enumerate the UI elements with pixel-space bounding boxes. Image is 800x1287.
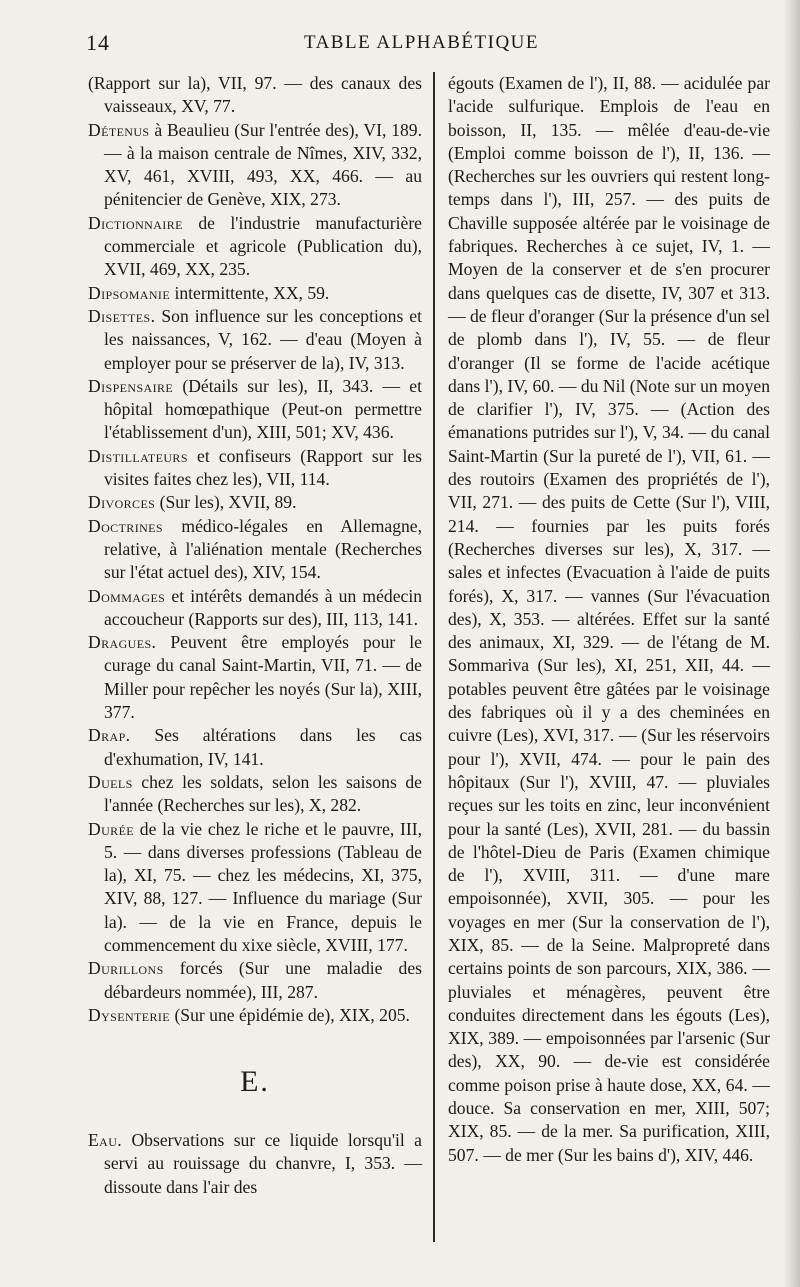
entry-headword: Dommages <box>88 585 166 606</box>
entry-headword: Dysenterie <box>88 1004 171 1025</box>
entry-text: (Sur les), XVII, 89. <box>155 492 297 513</box>
entry-headword: Durillons <box>88 958 164 979</box>
entry-headword: Dipsomanie <box>88 282 171 303</box>
entry-text: à Beaulieu (Sur l'entrée des), VI, 189. — à la maison centrale de Nîmes, XIV, 332, XV, 461, XVIII, 493, XX, 466. — au pénitencier de Genève, XIX, 273. <box>104 119 422 210</box>
index-entry <box>88 724 422 771</box>
entry-text: (Rapport sur la), VII, 97. — des canaux des vaisseaux, XV, 77. <box>88 73 422 117</box>
entry-text: médico-légales en Allemagne, relative, à l'aliénation mentale (Recherches sur l'état actuel des), XIV, 154. <box>104 515 422 583</box>
index-entry <box>88 282 422 305</box>
column-divider <box>433 72 435 1242</box>
entry-headword: Dispensaire <box>88 375 174 396</box>
entry-headword: Durée <box>88 818 135 839</box>
index-entry <box>88 957 422 1004</box>
index-entry <box>88 631 422 724</box>
entry-headword: Doctrines <box>88 515 163 536</box>
entry-text: de l'industrie manufacturière commerciale et agricole (Publication du), XVII, 469, XX, 235. <box>104 212 422 280</box>
entry-headword: Drap. <box>88 725 131 746</box>
entry-text: (Détails sur les), II, 343. — et hôpital homœpathique (Peut-on permettre l'établissement d'un), XIII, 501; XV, 436. <box>104 375 422 443</box>
left-column <box>88 72 422 1199</box>
entry-text: Ses altérations dans les cas d'exhumation, IV, 141. <box>104 725 422 769</box>
index-entry <box>88 1004 422 1027</box>
entry-text: forcés (Sur une maladie des débardeurs nommée), III, 287. <box>104 958 422 1002</box>
entry-headword: Dragues. <box>88 632 157 653</box>
entry-text: et confiseurs (Rapport sur les visites faites chez les), VII, 114. <box>104 445 422 490</box>
entry-headword: Duels <box>88 771 133 792</box>
entry-headword: Distillateurs <box>88 445 188 466</box>
index-entry <box>88 515 422 585</box>
entry-headword: Dictionnaire <box>88 212 183 233</box>
entry-headword: Eau. <box>88 1130 123 1151</box>
page-header <box>86 30 770 62</box>
entry-headword: Disettes. <box>88 305 156 326</box>
entry-text: Peuvent être employés pour le curage du canal Saint-Martin, VII, 71. — de Miller pour repêcher les noyés (Sur la), XIII, 377. <box>104 632 422 723</box>
entry-text: Observations sur ce liquide lorsqu'il a servi au rouissage du chanvre, I, 353. — dissoute dans l'air des <box>104 1130 422 1197</box>
page-edge-shadow <box>784 0 800 1287</box>
entry-text: Son influence sur les conceptions et les naissances, V, 162. — d'eau (Moyen à employer pour se préserver de la), IV, 313. <box>104 305 422 373</box>
entry-text: chez les soldats, selon les saisons de l'année (Recherches sur les), X, 282. <box>104 771 422 816</box>
section-letter: E. <box>240 1065 270 1099</box>
entry-headword: Détenus <box>88 119 150 140</box>
index-entry <box>88 1129 422 1199</box>
entry-text: de la vie chez le riche et le pauvre, III, 5. — dans diverses professions (Tableau de la), XI, 75. — chez les médecins, XI, 375, XIV, 88, 127. — Influence du mariage (Sur la). — de la vie en France, depuis le commencement du xixe siècle, XVIII, 177. <box>104 818 422 955</box>
index-entry <box>88 585 422 632</box>
index-entry <box>88 771 422 818</box>
index-entry <box>88 212 422 282</box>
right-column <box>448 72 770 1167</box>
index-entry <box>88 72 422 119</box>
entry-headword: Divorces <box>88 492 156 513</box>
index-entry <box>88 445 422 492</box>
index-entry <box>88 491 422 514</box>
index-entry <box>88 375 422 445</box>
index-entry <box>88 305 422 375</box>
entry-text: intermittente, XX, 59. <box>170 282 330 303</box>
entry-text: et intérêts demandés à un médecin accoucheur (Rapports sur des), III, 113, 141. <box>104 585 422 629</box>
page-number: 14 <box>86 30 110 55</box>
entry-continuation: égouts (Examen de l'), II, 88. — acidulée par l'acide sulfurique. Emplois de l'eau en boisson, II, 135. — mêlée d'eau-de-vie (Emploi comme boisson de l'), II, 136. — (Recherches sur les ouvriers qui restent long-temps dans l'), III, 257. — des puits de Chaville supposée altérée par le voisinage de fabriques. Recherches à ce sujet, IV, 1. — Moyen de la conserver et de s'en procurer dans quelques cas de disette, IV, 307 et 313. — de fleur d'oranger (Sur la présence d'un sel de plomb dans l'), IV, 55. — de fleur d'oranger (Il se forme de l'acide acétique dans l'), IV, 60. — du Nil (Note sur un moyen de clarifier l'), IV, 375. — (Action des émanations putrides sur l'), V, 34. — du canal Saint-Martin (Sur la pureté de l'), VII, 61. — des routoirs (Examen des propriétés de l'), VII, 271. — des puits de Cette (Sur l'), VIII, 214. — fournies par les puits forés (Recherches diverses sur les), X, 317. — sales et infectes (Evacuation à l'aide de puits forés), X, 317. — vannes (Sur l'évacuation des), X, 353. — altérées. Effet sur la santé des animaux, XI, 329. — de l'étang de M. Sommariva (Sur les), XI, 251, XII, 44. — potables peuvent être gâtées par le voisinage des fabriques où il y a des cheminées en cuivre (Les), XVI, 317. — (Sur les réservoirs pour l'), XVII, 474. — pour le pain des hôpitaux (Sur l'), XVIII, 47. — pluviales reçues sur les toits en zinc, leur inconvénient pour la santé (Les), XVII, 281. — du bassin de l'hôtel-Dieu de Paris (Examen chimique de l'), XVIII, 311. — d'une mare empoisonnée), XVII, 305. — pour les voyages en mer (Sur la conservation de l'), XIX, 85. — de la Seine. Malpropreté dans certains points de son parcours, XIX, 386. — pluviales et ménagères, peuvent être conduites directement dans les égouts (Les), XIX, 389. — empoisonnées par l'arsenic (Sur des), XX, 90. — de-vie est considérée comme poison prise à haute dose, XX, 64. — douce. Sa conservation en mer, XIII, 507; XIX, 85. — de la mer. Sa purification, XIII, 507. — de mer (Sur les bains d'), XIV, 446. <box>448 73 770 1165</box>
entry-text: (Sur une épidémie de), XIX, 205. <box>170 1004 410 1025</box>
index-entry <box>88 119 422 212</box>
index-entry <box>88 818 422 958</box>
running-title: TABLE ALPHABÉTIQUE <box>304 32 539 53</box>
